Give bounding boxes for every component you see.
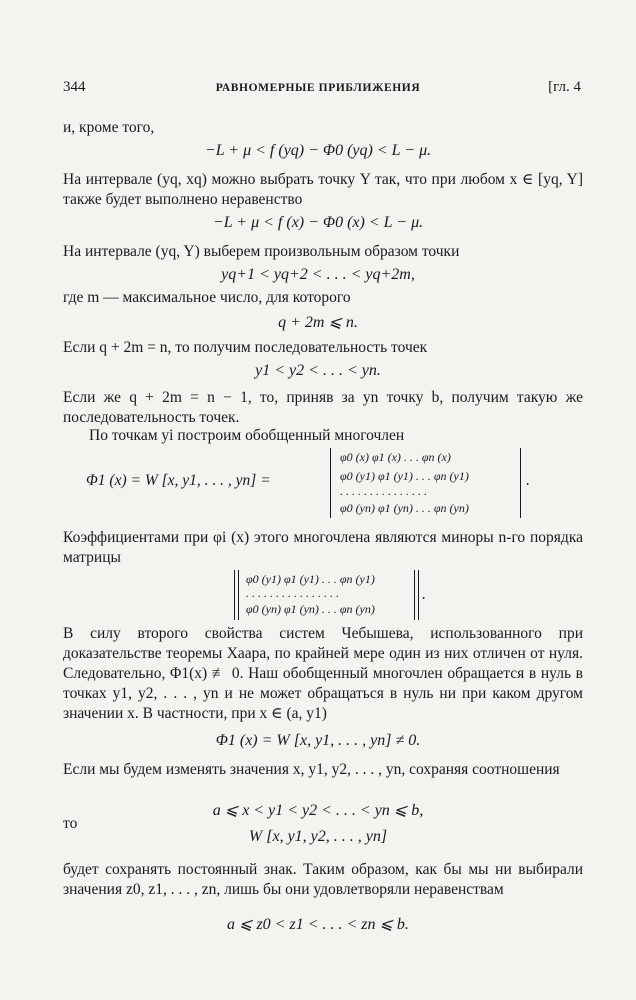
- determinant-matrix: [340, 450, 518, 520]
- formula-period: .: [526, 472, 530, 489]
- matrix-row: φ0 (x) φ1 (x) . . . φn (x): [340, 450, 451, 464]
- paragraph-coefficients: Коэффициентами при φi (x) этого многочлена являются миноры n-го порядка матрицы: [63, 529, 583, 566]
- paragraph-interval: На интервале (yq, xq) можно выбрать точку Y так, что при любом x ∈ [yq, Y] также будет выполнено неравенство: [63, 171, 583, 208]
- determinant-bar-right: [520, 448, 521, 518]
- paragraph-if-n-minus-1: Если же q + 2m = n − 1, то, приняв за yn точку b, получим такую же последовательность точек.: [63, 389, 583, 426]
- paragraph-build-polynomial: По точкам yi построим обобщенный многочлен: [89, 427, 405, 444]
- running-title: РАВНОМЕРНЫЕ ПРИБЛИЖЕНИЯ: [215, 82, 421, 94]
- matrix-row: φ0 (yn) φ1 (yn) . . . φn (yn): [340, 501, 469, 515]
- matrix-bar-right-2: [418, 570, 419, 620]
- formula-points-sequence: yq+1 < yq+2 < . . . < yq+2m,: [221, 266, 415, 283]
- formula-inequality-yq: −L + μ < f (yq) − Φ0 (yq) < L − μ.: [204, 142, 432, 159]
- formula-period: .: [422, 586, 426, 603]
- formula-phi1-nonzero: Φ1 (x) = W [x, y1, . . . , yn] ≠ 0.: [215, 732, 421, 749]
- matrix-row: φ0 (yn) φ1 (yn) . . . φn (yn): [246, 602, 375, 616]
- paragraph-chebyshev: В силу второго свойства систем Чебышева, использованного при доказательстве теоремы Хаара, по крайней мере один из них отличен от нуля. Следовательно, Φ1(x) ≢ 0. Наш обобщенный многочлен обращается в нуль в точках y1, y2, . . . , yn и не может обращаться в нуль ни при каком другом значении x. В частности, при x ∈ (a, y1): [63, 625, 583, 722]
- text-then: то: [63, 815, 78, 832]
- minor-matrix: [246, 572, 414, 622]
- matrix-bar-left-1: [234, 570, 235, 620]
- paragraph-max-number: где m — максимальное число, для которого: [63, 289, 351, 306]
- text-line: и, кроме того,: [63, 119, 155, 136]
- matrix-bar-left-2: [238, 570, 239, 620]
- formula-phi1-lhs: Φ1 (x) = W [x, y1, . . . , yn] =: [86, 472, 271, 489]
- formula-q-2m: q + 2m ⩽ n.: [278, 314, 358, 331]
- page-number: 344: [63, 79, 86, 95]
- paragraph-constant-sign: будет сохранять постоянный знак. Таким образом, как бы мы ни выбирали значения z0, z1, . . . , zn, лишь бы они удовлетворяли неравенствам: [63, 861, 583, 898]
- matrix-row: φ0 (y1) φ1 (y1) . . . φn (y1): [246, 572, 375, 586]
- chapter-marker: [гл. 4: [548, 79, 581, 95]
- formula-inequality-x: −L + μ < f (x) − Φ0 (x) < L − μ.: [212, 214, 424, 231]
- paragraph-if-equal: Если q + 2m = n, то получим последовательность точек: [63, 339, 428, 356]
- determinant-bar-left: [330, 448, 331, 518]
- paragraph-choose-points: На интервале (yq, Y) выберем произвольным образом точки: [63, 243, 460, 260]
- formula-order-relation: a ⩽ x < y1 < y2 < . . . < yn ⩽ b,: [212, 802, 424, 819]
- matrix-row: . . . . . . . . . . . . . . . .: [246, 586, 339, 600]
- matrix-bar-right-1: [414, 570, 415, 620]
- formula-z-order: a ⩽ z0 < z1 < . . . < zn ⩽ b.: [227, 916, 409, 933]
- matrix-row: . . . . . . . . . . . . . . .: [340, 484, 427, 498]
- formula-y-sequence: y1 < y2 < . . . < yn.: [255, 362, 381, 379]
- matrix-row: φ0 (y1) φ1 (y1) . . . φn (y1): [340, 469, 469, 483]
- formula-w-determinant: W [x, y1, y2, . . . , yn]: [248, 828, 388, 845]
- paragraph-change-values: Если мы будем изменять значения x, y1, y2, . . . , yn, сохраняя соотношения: [63, 761, 560, 778]
